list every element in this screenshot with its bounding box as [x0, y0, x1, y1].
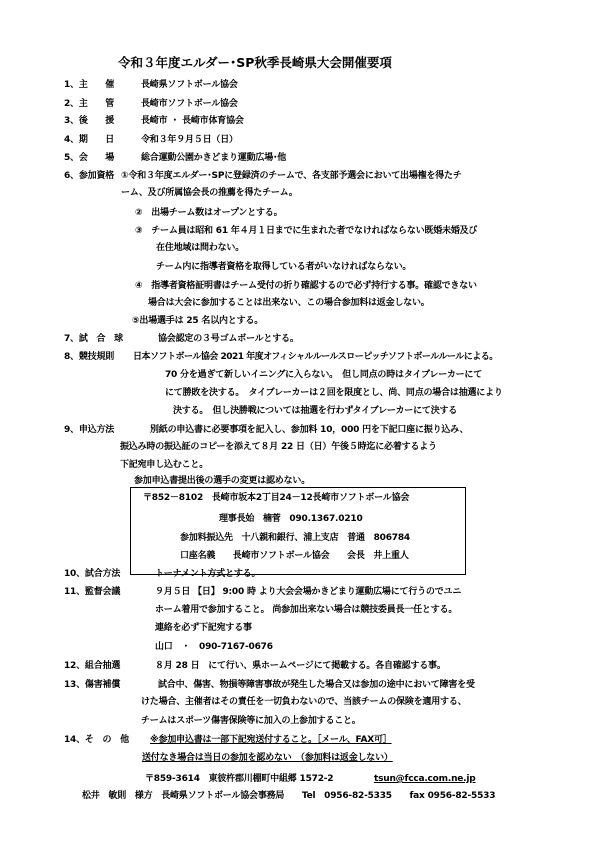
item-kaijo-label: 5、会 場: [64, 153, 115, 163]
meeting-line: 山口 ・ 090-7167-0676: [155, 642, 273, 652]
footer-email-link[interactable]: tsun@fcca.com.ne.jp: [374, 774, 476, 784]
rules-line: 決する。 但し決勝戦については抽選を行わずタイブレーカーにて決する: [173, 406, 458, 416]
insurance-label: 13、傷害補償: [64, 680, 121, 690]
eligibility-line: 場合は大会に参加することは出来ない、この場合参加料は返金しない。: [148, 298, 430, 308]
application-line: 別紙の申込書に必要事項を記入し、参加料 10，000 円を下記口座に振り込み、: [150, 425, 469, 435]
eligibility-line: ③ チーム員は昭和 61 年４月１日までに生まれた者でなければならない既婚未婚及び: [135, 226, 478, 236]
account-line: 口座名義 長崎市ソフトボール協会 会長 井上重人: [180, 551, 409, 561]
ball-text: 協会認定の３号ゴムボールとする。: [158, 334, 299, 344]
eligibility-line: ⑤出場選手は 25 名以内とする。: [132, 316, 264, 326]
format-label: 10、試合方法: [64, 569, 121, 579]
bank-line: 参加料振込先 十八親和銀行、浦上支店 普通 806784: [180, 533, 410, 543]
meeting-line: ９月５日 【日】 9:00 時 より大会会場かきどまり運動広場にて行うのでユニ: [155, 587, 462, 597]
eligibility-line: ④ 指導者資格証明書はチーム受付の折り確認するので必ず持行する事。確認できない: [135, 281, 477, 291]
other-label: 14、そ の 他: [64, 735, 129, 745]
item-kijitsu-text: 令和３年９月５日（日）: [141, 135, 238, 145]
eligibility-line: ② 出場チーム数はオープンとする。: [135, 208, 283, 218]
draw-text: ８月 28 日 にて行い、県ホームページにて掲載する。各自確認する事。: [155, 661, 446, 671]
application-line: 下記宛申し込むこと。: [120, 460, 209, 470]
address-line: 〒852－8102 長崎市坂本2丁目24－12長崎市ソフトボール協会: [143, 493, 410, 503]
meeting-line: ホーム着用で参加すること。 尚参加出来ない場合は競技委員長一任とする。: [155, 605, 458, 615]
footer-contact: 松井 敏則 様方 長崎県ソフトボール協会事務局 Tel 0956-82-5335 fax 0956-82-5533: [82, 791, 496, 801]
eligibility-line: チーム内に指導者資格を取得している者がいなければならない。: [156, 262, 412, 272]
insurance-line: 試合中、傷害、物損等障害事故が発生した場合又は参加の途中において障害を受: [158, 680, 475, 690]
item-shusai-label: 1、主 催: [64, 80, 115, 90]
footer-postal: 〒859-3614 東彼杵郡川棚町中組郷 1572-2: [145, 774, 334, 784]
rules-line: 日本ソフトボール協会 2021 年度オフィシャルルールスローピッチソフトボールルールによる。: [133, 352, 498, 362]
eligibility-label: 6、参加資格: [64, 171, 115, 181]
application-line: 参加申込書提出後の選手の変更は認めない。: [134, 476, 311, 486]
meeting-line: 連絡を必ず下記宛する事: [155, 623, 252, 633]
insurance-line: けた場合、主催者はその責任を一切負わないので、当該チームの保険を適用する、: [141, 697, 467, 707]
item-koen-text: 長崎市 ・ 長崎市体育協会: [141, 116, 244, 126]
item-shukan-text: 長崎市ソフトボール協会: [141, 99, 238, 109]
other-line: 送付なき場合は当日の参加を認めない （参加料は返金しない）: [142, 753, 393, 763]
rules-line: にて勝敗を決する。 タイブレーカーは２回を限度とし、尚、同点の場合は抽選により: [165, 388, 503, 398]
format-text: トーナメント方式とする。: [155, 569, 261, 579]
eligibility-line: ①令和３年度エルダー･SPに登録済のチームで、各支部予選会において出場権を得たチ: [121, 171, 462, 181]
item-kaijo-text: 総合運動公園かきどまり運動広場･他: [141, 153, 287, 163]
page-title: 令和３年度エルダー･SP秋季長崎県大会開催要項: [118, 55, 392, 70]
rules-label: 8、競技規則: [64, 352, 115, 362]
meeting-label: 11、監督会議: [64, 587, 121, 597]
rules-line: 70 分を過ぎて新しいイニングに入らない。 但し同点の時はタイブレーカーにて: [165, 370, 483, 380]
other-line: ※参加申込書は一部下記宛送付すること。［メール、FAX可］: [150, 735, 392, 745]
application-line: 振込み時の振込証のコピーを添えて８月 22 日（日）午後５時迄に必着するよう: [120, 442, 437, 452]
item-koen-label: 3、後 援: [64, 116, 115, 126]
application-label: 9、申込方法: [64, 425, 115, 435]
eligibility-line: ーム、及び所属協会長の推薦を得たチーム。: [121, 188, 298, 198]
item-kijitsu-label: 4、期 日: [64, 135, 115, 145]
insurance-line: チームはスポーツ傷害保険等に加入の上参加すること。: [141, 716, 361, 726]
item-shukan-label: 2、主 管: [64, 99, 115, 109]
draw-label: 12、組合抽選: [64, 661, 121, 671]
eligibility-line: 在住地域は問わない。: [156, 243, 245, 253]
ball-label: 7、試 合 球: [64, 334, 123, 344]
contact-line: 理事長始 楠菅 090.1367.0210: [219, 514, 363, 524]
item-shusai-text: 長崎県ソフトボール協会: [141, 80, 238, 90]
